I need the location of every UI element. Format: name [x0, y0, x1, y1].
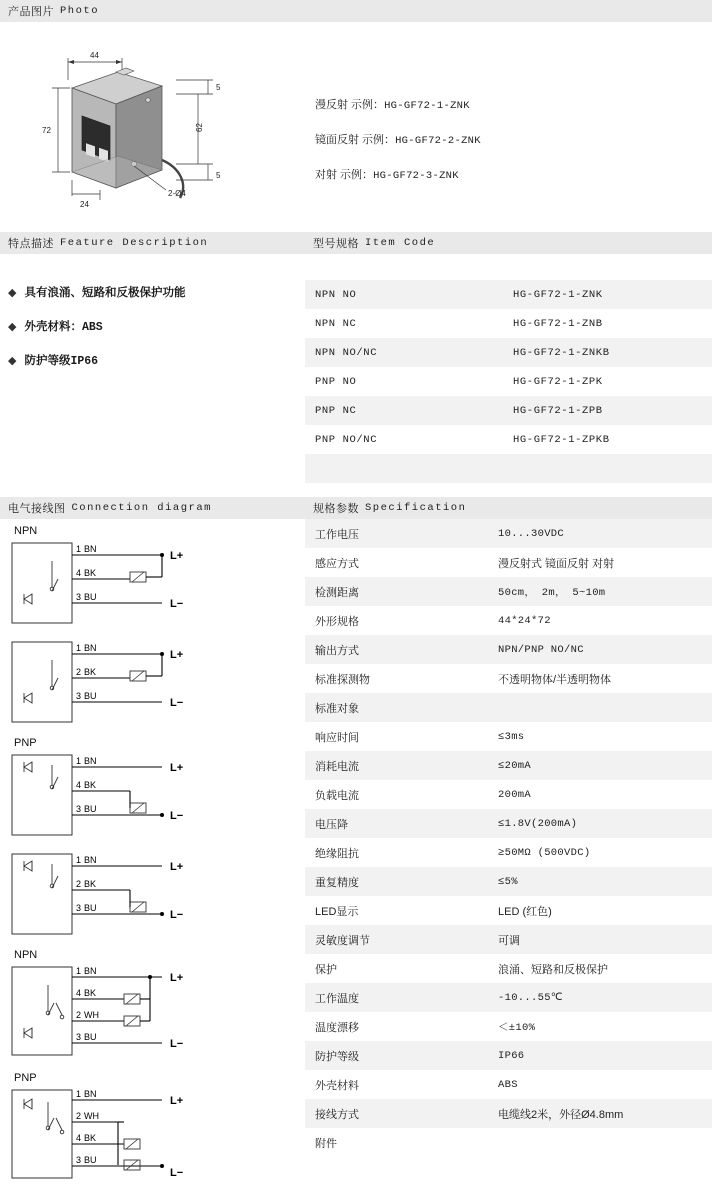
- spec-name: 外壳材料: [315, 1079, 359, 1092]
- svg-text:3: 3: [76, 1155, 82, 1165]
- spec-value: ≥50MΩ (500VDC): [498, 846, 591, 859]
- section-header-connection-cn: 电气接线图: [8, 503, 66, 515]
- section-header-feature-en: Feature Description: [60, 237, 209, 249]
- table-row: [305, 838, 712, 867]
- spec-name: 接线方式: [315, 1108, 359, 1121]
- table-row: [305, 338, 712, 367]
- bottom-content: [0, 519, 712, 1189]
- section-header-itemcode: [305, 232, 712, 254]
- section-header-spec-cn: 规格参数: [313, 503, 359, 515]
- section-header-spec: [305, 497, 712, 519]
- table-row: [305, 309, 712, 338]
- spec-name: 工作电压: [315, 528, 359, 541]
- section-header-itemcode-en: Item Code: [365, 237, 436, 249]
- diamond-bullet-icon: ◆: [8, 354, 17, 367]
- item-code-value: HG-GF72-1-ZNK: [513, 288, 603, 301]
- table-row: [305, 983, 712, 1012]
- item-code-output: PNP NO: [315, 375, 357, 388]
- svg-text:BK: BK: [84, 1133, 97, 1143]
- svg-text:L−: L−: [170, 598, 184, 610]
- item-code-output: NPN NO: [315, 288, 357, 301]
- svg-text:62: 62: [195, 123, 204, 132]
- svg-text:L+: L+: [170, 861, 184, 873]
- svg-text:3: 3: [76, 592, 82, 602]
- spec-value: ABS: [498, 1078, 518, 1091]
- spec-name: 重复精度: [315, 876, 359, 889]
- svg-text:L−: L−: [170, 1038, 184, 1050]
- svg-text:4: 4: [76, 568, 82, 578]
- svg-text:L−: L−: [170, 909, 184, 921]
- spec-value: 200mA: [498, 788, 532, 801]
- spec-value: ≤3ms: [498, 730, 525, 743]
- svg-text:BN: BN: [84, 966, 97, 976]
- svg-text:5: 5: [216, 83, 221, 92]
- svg-text:BK: BK: [84, 780, 97, 790]
- spec-value: NPN/PNP NO/NC: [498, 643, 584, 656]
- type-example-row: [315, 88, 481, 123]
- spec-name: 标准探测物: [315, 673, 370, 686]
- spec-name: 绝缘阻抗: [315, 847, 359, 860]
- diamond-bullet-icon: ◆: [8, 320, 17, 333]
- feature-item: [8, 352, 305, 368]
- item-code-value: HG-GF72-1-ZNB: [513, 317, 603, 330]
- type-examples: [315, 88, 481, 193]
- section-header-photo-en: Photo: [60, 5, 100, 17]
- bottom-headers: [0, 497, 712, 519]
- svg-text:4: 4: [76, 1133, 82, 1143]
- item-code-table: [305, 280, 712, 483]
- item-code-output: PNP NO/NC: [315, 433, 378, 446]
- type-example-row: [315, 123, 481, 158]
- spec-name: 标准对象: [315, 702, 359, 715]
- photo-row: [0, 22, 712, 232]
- item-code-value: [465, 454, 712, 483]
- wiring-title: PNP: [14, 737, 37, 749]
- svg-text:BU: BU: [84, 1155, 97, 1165]
- svg-text:1: 1: [76, 966, 82, 976]
- table-row: [305, 548, 712, 577]
- spec-value: 浪涌、短路和反极保护: [498, 963, 608, 976]
- svg-text:24: 24: [80, 200, 89, 209]
- svg-text:BK: BK: [84, 988, 97, 998]
- table-row: [305, 896, 712, 925]
- svg-text:3: 3: [76, 903, 82, 913]
- table-row: [305, 1012, 712, 1041]
- item-code-output: [305, 454, 465, 483]
- spec-name: 附件: [315, 1137, 337, 1150]
- svg-text:BU: BU: [84, 903, 97, 913]
- type-example-label: 漫反射 示例：: [315, 99, 385, 111]
- svg-text:3: 3: [76, 804, 82, 814]
- type-example-code: HG-GF72-1-ZNK: [384, 100, 470, 112]
- spec-value: 可调: [498, 934, 520, 947]
- svg-text:L−: L−: [170, 810, 184, 822]
- table-row: [305, 664, 712, 693]
- spec-name: LED显示: [315, 905, 359, 918]
- spec-name: 温度漂移: [315, 1021, 359, 1034]
- svg-text:1: 1: [76, 1089, 82, 1099]
- spec-value: 50cm， 2m， 5~10m: [498, 587, 606, 599]
- wiring-diagrams: [0, 519, 305, 1189]
- table-row: [305, 693, 712, 722]
- spec-value: ≤5%: [498, 875, 518, 888]
- item-code-output: NPN NC: [315, 317, 357, 330]
- type-example-code: HG-GF72-3-ZNK: [373, 170, 459, 182]
- spec-value: 电缆线2米，外径Ø4.8mm: [498, 1108, 624, 1121]
- svg-text:2: 2: [76, 667, 82, 677]
- section-header-photo: [0, 0, 712, 22]
- spec-value: ≤20mA: [498, 759, 532, 772]
- wiring-title: NPN: [14, 525, 38, 537]
- svg-text:1: 1: [76, 544, 82, 554]
- svg-text:BU: BU: [84, 592, 97, 602]
- table-row: [305, 396, 712, 425]
- svg-text:1: 1: [76, 855, 82, 865]
- wiring-title: NPN: [14, 949, 38, 961]
- mid-headers: [0, 232, 712, 254]
- svg-text:BN: BN: [84, 756, 97, 766]
- specification-table: [305, 519, 712, 1157]
- type-example-code: HG-GF72-2-ZNK: [395, 135, 481, 147]
- svg-text:2: 2: [76, 1111, 82, 1121]
- table-row: [305, 780, 712, 809]
- table-row: [305, 280, 712, 309]
- table-row: [305, 454, 712, 483]
- spec-value: LED (红色): [498, 905, 552, 918]
- item-code-output: NPN NO/NC: [315, 346, 378, 359]
- svg-text:L+: L+: [170, 1095, 184, 1107]
- item-code-value: HG-GF72-1-ZPK: [513, 375, 603, 388]
- section-header-feature-cn: 特点描述: [8, 238, 54, 250]
- spec-name: 消耗电流: [315, 760, 359, 773]
- wiring-diagram: [10, 737, 305, 844]
- table-row: [305, 577, 712, 606]
- item-code-value: HG-GF72-1-ZNKB: [513, 346, 610, 359]
- item-code-value: HG-GF72-1-ZPB: [513, 404, 603, 417]
- svg-text:2: 2: [76, 1010, 82, 1020]
- spec-name: 灵敏度调节: [315, 934, 370, 947]
- section-header-connection-en: Connection diagram: [71, 502, 212, 514]
- svg-text:1: 1: [76, 643, 82, 653]
- section-header-connection: [0, 497, 305, 519]
- table-row: [305, 1128, 712, 1157]
- svg-text:BK: BK: [84, 568, 97, 578]
- svg-text:BN: BN: [84, 544, 97, 554]
- table-row: [305, 425, 712, 454]
- table-row: [305, 1070, 712, 1099]
- item-code-value: HG-GF72-1-ZPKB: [513, 433, 610, 446]
- table-row: [305, 867, 712, 896]
- svg-text:WH: WH: [84, 1010, 99, 1020]
- svg-text:BK: BK: [84, 667, 97, 677]
- spec-value: [460, 1128, 712, 1157]
- wiring-diagram: [10, 525, 305, 632]
- spec-name: 防护等级: [315, 1050, 359, 1063]
- wiring-diagram: [10, 850, 305, 943]
- table-row: [305, 1041, 712, 1070]
- svg-text:L+: L+: [170, 972, 184, 984]
- spec-value: -10...55℃: [498, 992, 563, 1004]
- spec-name: 感应方式: [315, 557, 359, 570]
- svg-text:5: 5: [216, 171, 221, 180]
- spec-value: ＜±10%: [498, 1022, 536, 1034]
- table-row: [305, 635, 712, 664]
- wiring-diagram: [10, 1072, 305, 1189]
- section-header-photo-cn: 产品图片: [8, 6, 54, 18]
- svg-text:L+: L+: [170, 762, 184, 774]
- svg-text:L−: L−: [170, 1167, 184, 1179]
- svg-text:2-Ø4: 2-Ø4: [168, 189, 186, 198]
- spec-name: 电压降: [315, 818, 348, 831]
- spec-value: 不透明物体/半透明物体: [498, 673, 612, 686]
- section-header-itemcode-cn: 型号规格: [313, 238, 359, 250]
- svg-text:72: 72: [42, 126, 51, 135]
- feature-item-label: 外壳材料：ABS: [24, 321, 103, 334]
- svg-text:L+: L+: [170, 649, 184, 661]
- svg-text:2: 2: [76, 879, 82, 889]
- wiring-diagram: [10, 949, 305, 1066]
- type-example-label: 对射 示例：: [315, 169, 374, 181]
- table-row: [305, 367, 712, 396]
- table-row: [305, 751, 712, 780]
- spec-value: ≤1.8V(200mA): [498, 817, 578, 830]
- spec-value: 44*24*72: [498, 614, 551, 627]
- feature-list: [0, 270, 305, 368]
- table-row: [305, 925, 712, 954]
- svg-text:BN: BN: [84, 1089, 97, 1099]
- svg-text:BN: BN: [84, 855, 97, 865]
- feature-item: [8, 284, 305, 300]
- svg-text:3: 3: [76, 1032, 82, 1042]
- table-row: [305, 954, 712, 983]
- svg-text:BK: BK: [84, 879, 97, 889]
- spec-value: 漫反射式 镜面反射 对射: [498, 557, 615, 570]
- section-header-spec-en: Specification: [365, 502, 467, 514]
- svg-text:BN: BN: [84, 643, 97, 653]
- spec-value: IP66: [498, 1049, 525, 1062]
- svg-text:1: 1: [76, 756, 82, 766]
- wiring-title: PNP: [14, 1072, 37, 1084]
- svg-text:BU: BU: [84, 691, 97, 701]
- spec-value: 10...30VDC: [498, 527, 565, 540]
- spec-name: 工作温度: [315, 992, 359, 1005]
- spec-value: [460, 693, 712, 722]
- feature-item-label: 防护等级IP66: [24, 355, 99, 368]
- svg-text:BU: BU: [84, 804, 97, 814]
- feature-item: [8, 318, 305, 334]
- product-photo: [30, 40, 270, 210]
- section-header-feature: [0, 232, 305, 254]
- spec-name: 检测距离: [315, 586, 359, 599]
- diamond-bullet-icon: ◆: [8, 286, 17, 299]
- svg-text:L+: L+: [170, 550, 184, 562]
- svg-text:BU: BU: [84, 1032, 97, 1042]
- table-row: [305, 1099, 712, 1128]
- type-example-label: 镜面反射 示例：: [315, 134, 396, 146]
- feature-item-label: 具有浪涌、短路和反极保护功能: [24, 287, 186, 299]
- svg-text:44: 44: [90, 51, 99, 60]
- spec-name: 响应时间: [315, 731, 359, 744]
- spec-name: 保护: [315, 963, 337, 976]
- table-row: [305, 606, 712, 635]
- svg-text:3: 3: [76, 691, 82, 701]
- table-row: [305, 722, 712, 751]
- table-row: [305, 809, 712, 838]
- svg-text:WH: WH: [84, 1111, 99, 1121]
- spec-name: 外形规格: [315, 615, 359, 628]
- svg-text:4: 4: [76, 780, 82, 790]
- svg-text:L−: L−: [170, 697, 184, 709]
- item-code-output: PNP NC: [315, 404, 357, 417]
- wiring-diagram: [10, 638, 305, 731]
- table-row: [305, 519, 712, 548]
- spec-name: 负载电流: [315, 789, 359, 802]
- type-example-row: [315, 158, 481, 193]
- svg-text:4: 4: [76, 988, 82, 998]
- spec-name: 输出方式: [315, 644, 359, 657]
- mid-content: [0, 254, 712, 483]
